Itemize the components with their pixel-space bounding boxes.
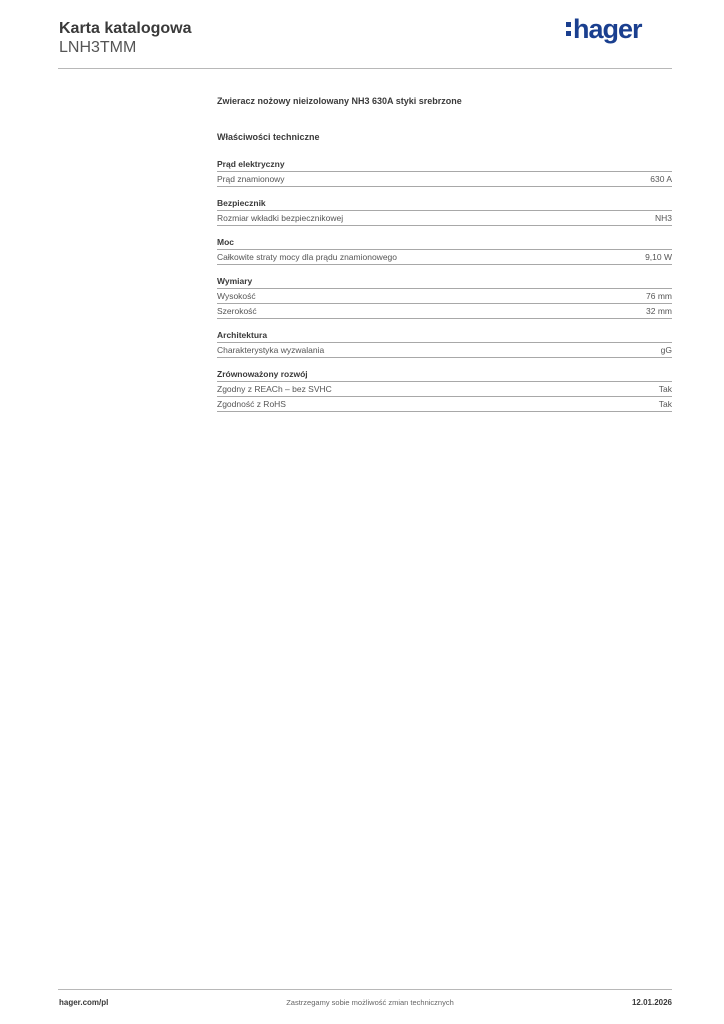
spec-group-fuse: [217, 198, 672, 226]
spec-group-sustainability: [217, 369, 672, 412]
group-title: Prąd elektryczny: [217, 159, 672, 172]
header-divider: [58, 68, 672, 69]
spec-label: Zgodność z RoHS: [217, 399, 286, 409]
spec-label: Szerokość: [217, 306, 257, 316]
product-description: Zwieracz nożowy nieizolowany NH3 630A styki srebrzone: [217, 96, 462, 106]
product-code: LNH3TMM: [59, 39, 137, 56]
document-title: Karta katalogowa: [59, 20, 192, 37]
spec-group-power: [217, 237, 672, 265]
logo-text: hager: [573, 14, 642, 44]
group-title: Architektura: [217, 330, 672, 343]
spec-row: [217, 289, 672, 304]
spec-group-dimensions: [217, 276, 672, 319]
spec-group-current: [217, 159, 672, 187]
group-title: Zrównoważony rozwój: [217, 369, 672, 382]
footer-disclaimer: Zastrzegamy sobie możliwość zmian technicznych: [286, 998, 454, 1007]
spec-group-architecture: [217, 330, 672, 358]
spec-label: Zgodny z REACh – bez SVHC: [217, 384, 332, 394]
spec-value: Tak: [658, 384, 672, 394]
spec-value: 76 mm: [646, 291, 672, 301]
logo-dots-icon: [566, 19, 571, 37]
spec-value: gG: [660, 345, 672, 355]
spec-label: Rozmiar wkładki bezpiecznikowej: [217, 213, 344, 223]
spec-label: Całkowite straty mocy dla prądu znamionowego: [217, 252, 398, 262]
section-heading: Właściwości techniczne: [217, 132, 320, 142]
footer-date: 12.01.2026: [631, 998, 672, 1007]
spec-row: [217, 250, 672, 265]
spec-value: NH3: [654, 213, 672, 223]
group-title: Bezpiecznik: [217, 198, 672, 211]
spec-row: [217, 304, 672, 319]
spec-row: [217, 343, 672, 358]
spec-label: Prąd znamionowy: [217, 174, 285, 184]
group-title: Moc: [217, 237, 672, 250]
spec-value: 9,10 W: [645, 252, 672, 262]
spec-value: 32 mm: [646, 306, 672, 316]
spec-label: Wysokość: [217, 291, 256, 301]
spec-row: [217, 172, 672, 187]
hager-logo: [566, 14, 642, 45]
spec-row: [217, 211, 672, 226]
footer-divider: [58, 989, 672, 990]
spec-value: 630 A: [650, 174, 672, 184]
spec-label: Charakterystyka wyzwalania: [217, 345, 325, 355]
footer-website-link[interactable]: hager.com/pl: [59, 998, 109, 1007]
group-title: Wymiary: [217, 276, 672, 289]
spec-row: [217, 382, 672, 397]
spec-row: [217, 397, 672, 412]
spec-content: [217, 96, 672, 423]
spec-value: Tak: [658, 399, 672, 409]
